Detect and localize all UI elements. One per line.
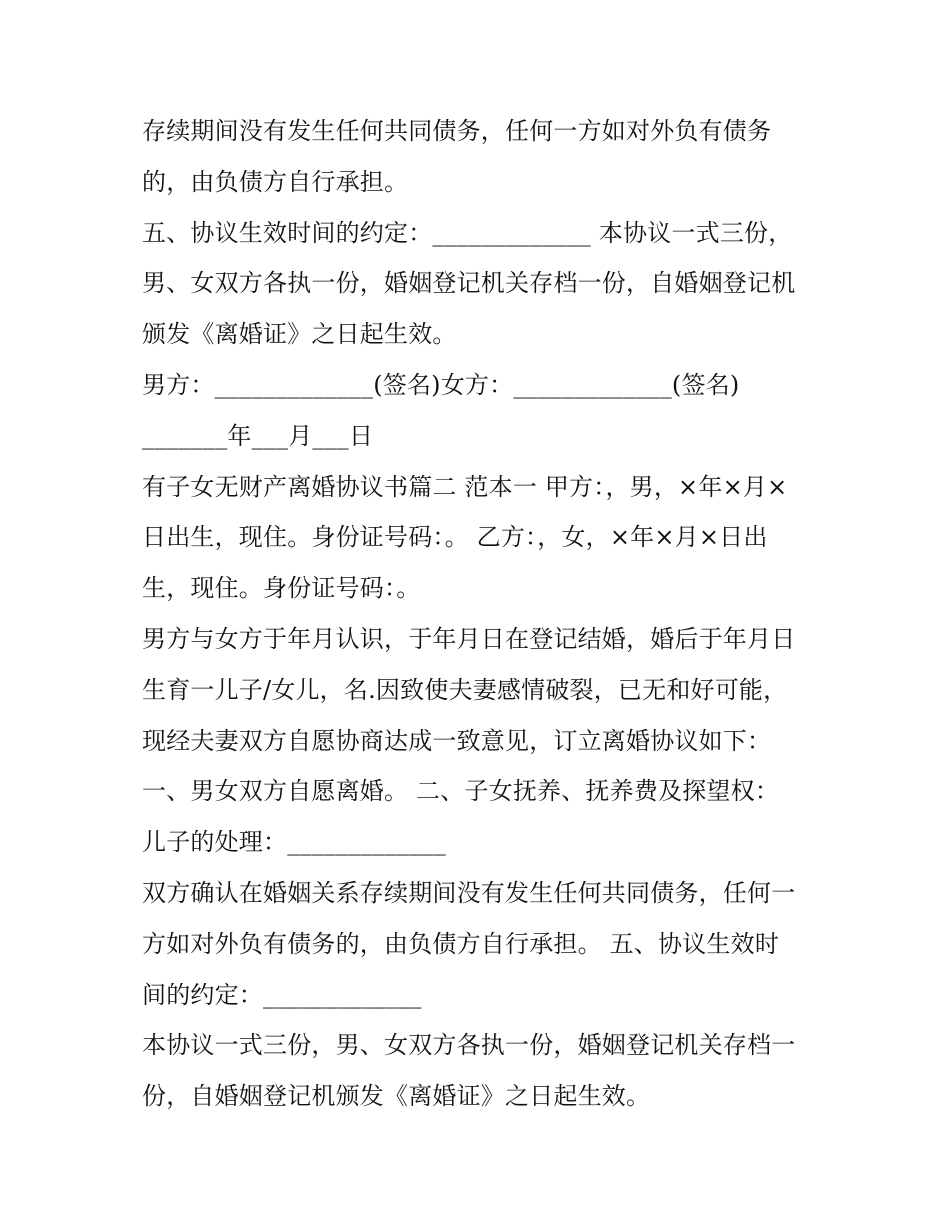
text-line-9: 日出生，现住。身份证号码：。 乙方：，女，×年×月×日出 bbox=[142, 523, 768, 552]
text-line-3: 五、协议生效时间的约定：_____________ 本协议一式三份， bbox=[142, 218, 793, 247]
text-line-1: 存续期间没有发生任何共同债务，任何一方如对外负有债务 bbox=[142, 117, 772, 145]
text-line-4: 男、女双方各执一份，婚姻登记机关存档一份，自婚姻登记机 bbox=[142, 269, 796, 298]
text-line-8: 有子女无财产离婚协议书篇二 范本一 甲方：，男，×年×月× bbox=[142, 472, 788, 501]
text-line-19: 本协议一式三份，男、女双方各执一份，婚姻登记机关存档一 bbox=[142, 1031, 796, 1060]
text-line-13: 现经夫妻双方自愿协商达成一致意见，订立离婚协议如下： bbox=[142, 726, 772, 755]
date-line: _______年___月___日 bbox=[142, 421, 374, 450]
text-line-14: 一、男女双方自愿离婚。 二、子女抚养、抚养费及探望权： bbox=[142, 777, 780, 806]
text-line-18: 间的约定：_____________ bbox=[142, 980, 422, 1009]
text-line-12: 生育一儿子/女儿，名.因致使夫妻感情破裂，已无和好可能， bbox=[142, 675, 788, 704]
text-line-20: 份，自婚姻登记机颁发《离婚证》之日起生效。 bbox=[142, 1082, 651, 1111]
signature-line: 男方：_____________(签名)女方：_____________(签名) bbox=[142, 370, 740, 399]
text-line-10: 生，现住。身份证号码：。 bbox=[142, 574, 421, 603]
text-line-5: 颁发《离婚证》之日起生效。 bbox=[142, 320, 457, 349]
document-body bbox=[142, 106, 822, 1122]
text-line-16: 双方确认在婚姻关系存续期间没有发生任何共同债务，任何一 bbox=[142, 878, 796, 907]
text-line-17: 方如对外负有债务的，由负债方自行承担。 五、协议生效时 bbox=[142, 929, 780, 958]
text-line-15: 儿子的处理：_____________ bbox=[142, 828, 446, 857]
text-line-11: 男方与女方于年月认识，于年月日在登记结婚，婚后于年月日 bbox=[142, 624, 796, 653]
text-line-2: 的，由负债方自行承担。 bbox=[142, 167, 409, 196]
